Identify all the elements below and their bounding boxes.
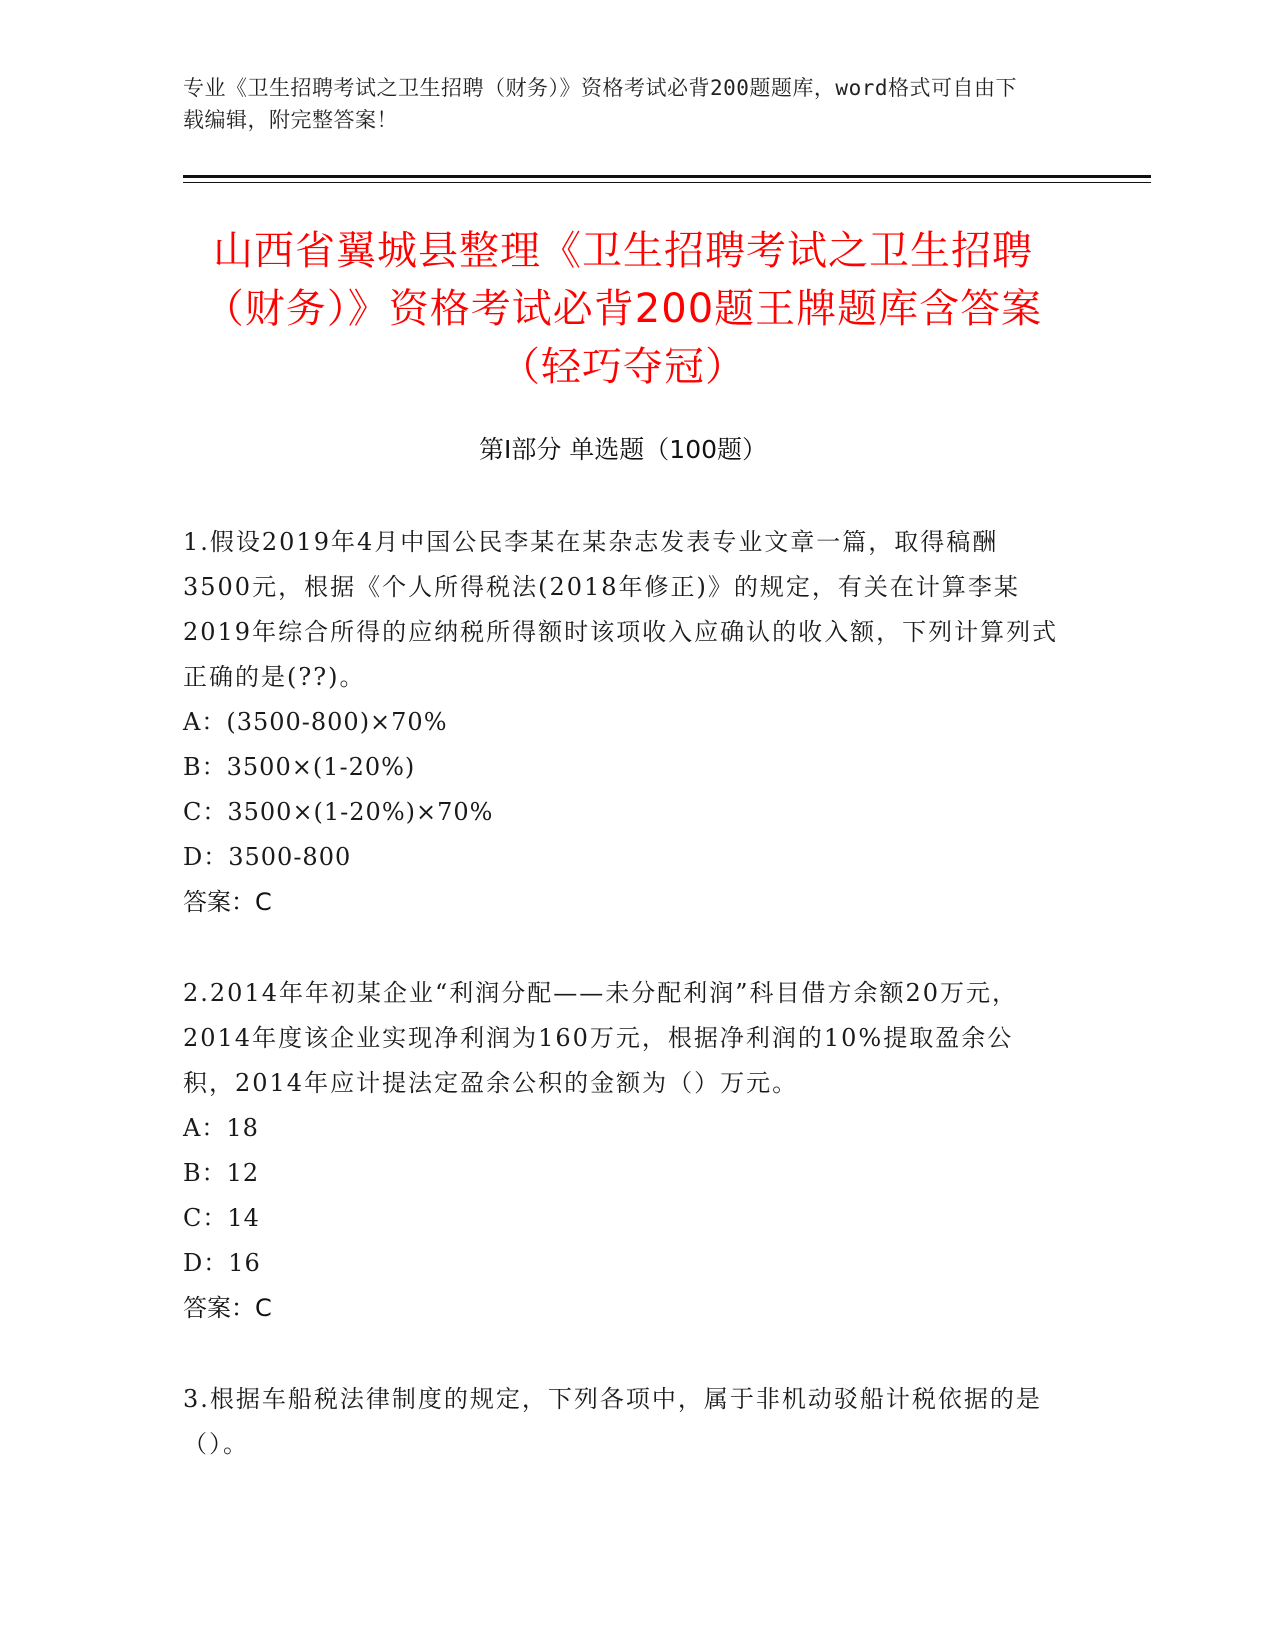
question-1 xyxy=(183,520,1063,925)
option-b: B：12 xyxy=(183,1159,260,1187)
answer: 答案：C xyxy=(183,888,272,916)
answer: 答案：C xyxy=(183,1294,272,1322)
question-list xyxy=(183,520,1063,1513)
option-c: C：3500×(1-20%)×70% xyxy=(183,798,494,826)
header-rule-thick xyxy=(183,175,1151,178)
option-d: D：3500-800 xyxy=(183,843,352,871)
question-3 xyxy=(183,1377,1063,1467)
question-text: 1.假设2019年4月中国公民李某在某杂志发表专业文章一篇，取得稿酬3500元，根据《个人所得税法(2018年修正)》的规定，有关在计算李某2019年综合所得的应纳税所得额时该项收入应确认的收入额，下列计算列式正确的是(??)。 xyxy=(183,528,1059,691)
option-b: B：3500×(1-20%) xyxy=(183,753,416,781)
question-2 xyxy=(183,971,1063,1331)
option-a: A：18 xyxy=(183,1114,259,1142)
question-text: 3.根据车船税法律制度的规定，下列各项中，属于非机动驳船计税依据的是（）。 xyxy=(183,1385,1042,1458)
option-c: C：14 xyxy=(183,1204,260,1232)
option-a: A：(3500-800)×70% xyxy=(183,708,448,736)
document-title: 山西省翼城县整理《卫生招聘考试之卫生招聘（财务）》资格考试必背200题王牌题库含答案（轻巧夺冠） xyxy=(203,228,1043,390)
header-rule-thin xyxy=(183,182,1151,183)
question-text: 2.2014年年初某企业“利润分配——未分配利润”科目借方余额20万元，2014年度该企业实现净利润为160万元，根据净利润的10%提取盈余公积，2014年应计提法定盈余公积的金额为（）万元。 xyxy=(183,979,1019,1097)
option-d: D：16 xyxy=(183,1249,261,1277)
section-title: 第Ⅰ部分 单选题（100题） xyxy=(478,435,768,464)
header-note: 专业《卫生招聘考试之卫生招聘（财务）》资格考试必背200题题库，word格式可自由下载编辑，附完整答案！ xyxy=(183,76,1017,132)
